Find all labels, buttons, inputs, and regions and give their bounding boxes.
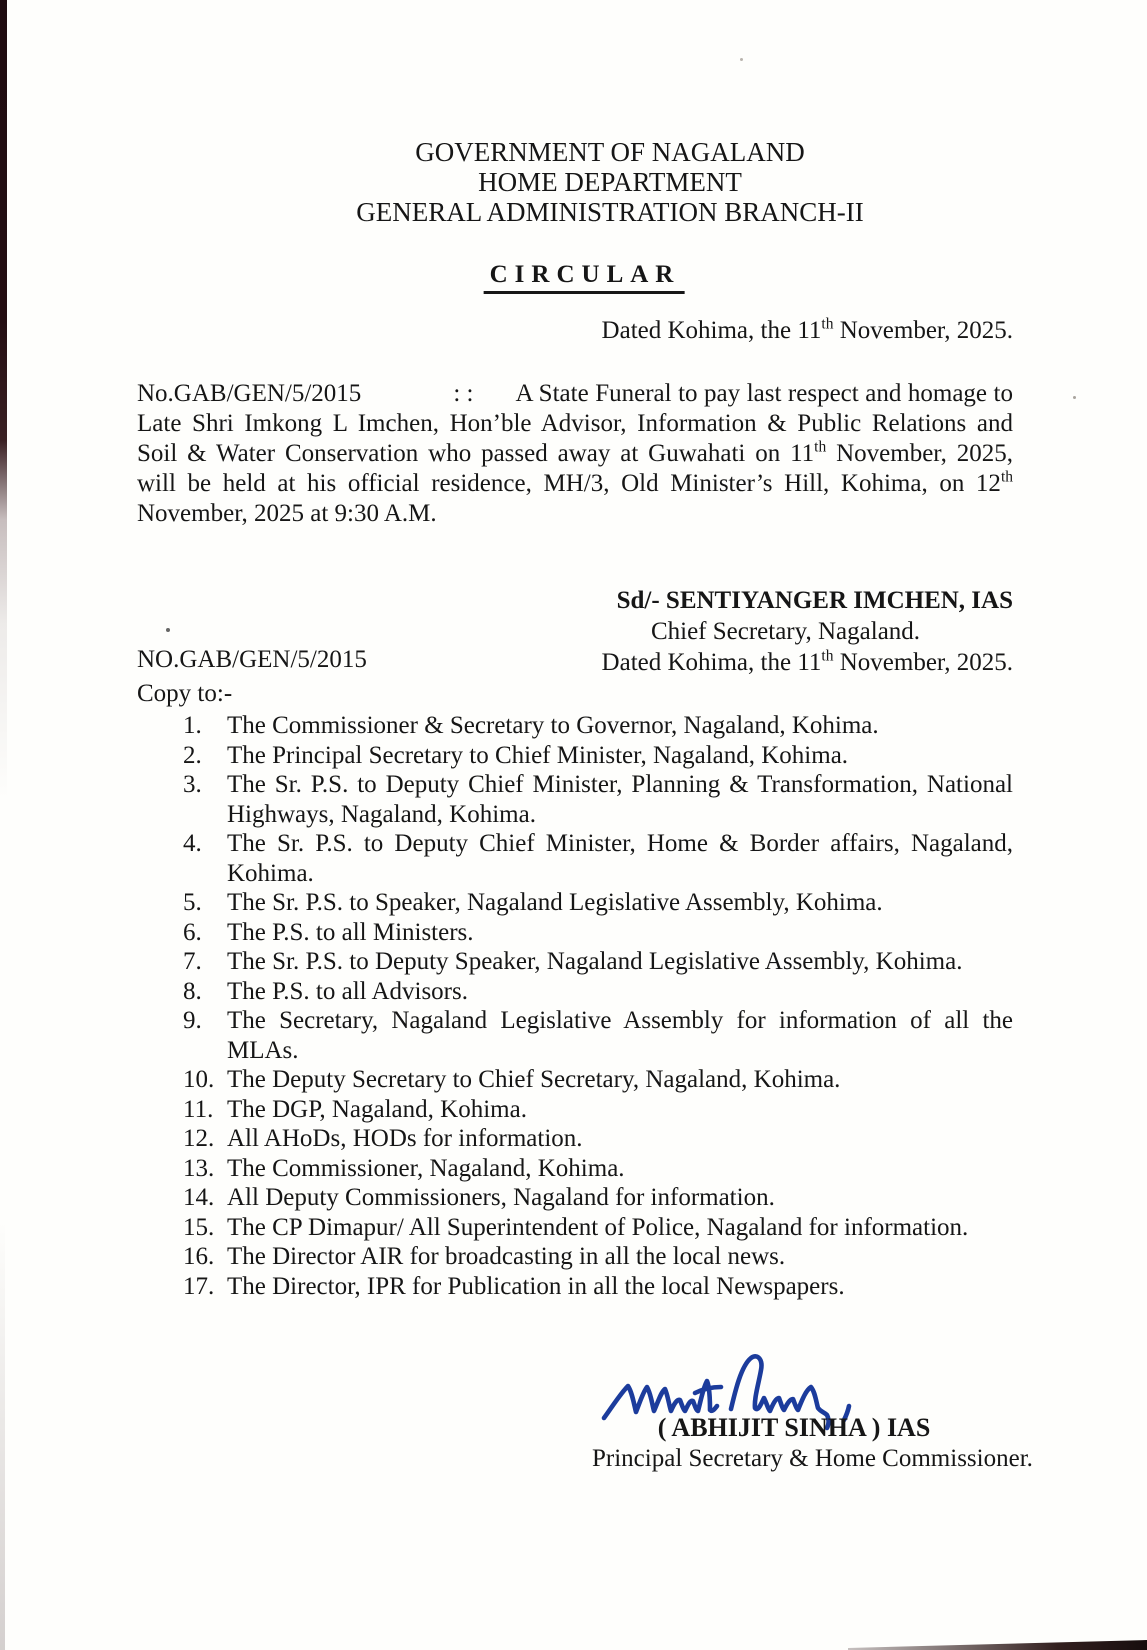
copy-list-row [183,1242,1013,1272]
copy-list-row [183,1154,1013,1184]
copy-list-text: All AHoDs, HODs for information. [227,1125,583,1152]
date-ordinal-superscript: th [821,647,834,665]
copy-list-row [183,741,1013,771]
letterhead-line-government: GOVERNMENT OF NAGALAND [415,137,805,167]
copy-list-row [183,888,1013,918]
copy-list-number: 16. [183,1243,215,1270]
letterhead-line-department: HOME DEPARTMENT [478,167,742,197]
date-line-top [602,317,1013,345]
copy-list-text: The Sr. P.S. to Speaker, Nagaland Legislative Assembly, Kohima. [227,889,883,916]
body-paragraph [137,379,1013,529]
copy-list-text: The DGP, Nagaland, Kohima. [227,1095,527,1123]
copy-list-text: Highways, Nagaland, Kohima. [227,800,536,828]
body-line-4 [137,469,1013,499]
copy-list-number [183,1036,227,1066]
copy-list-text: The Director, IPR for Publication in all the local Newspapers. [227,1272,845,1300]
copy-list-text: All Deputy Commissioners, Nagaland for information. [227,1184,775,1211]
scan-edge-bottom-right [848,1640,1147,1650]
copy-list-row [183,711,1013,741]
copy-list-row [183,947,1013,977]
copy-list-text: The Principal Secretary to Chief Minister, Nagaland, Kohima. [227,741,849,769]
copy-list-text: The Deputy Secretary to Chief Secretary, Nagaland, Kohima. [227,1066,841,1093]
copy-list-text: The Director AIR for broadcasting in all the local news. [227,1243,786,1270]
reference-number: No.GAB/GEN/5/2015 [137,380,362,407]
copy-list-number: 15. [183,1213,215,1241]
signature-block [592,1412,1033,1474]
copy-list-number: 17. [183,1272,215,1300]
copy-list-number [183,800,227,830]
copy-list-number: 8. [183,977,202,1005]
copy-list-row [183,770,1013,800]
date-ordinal-superscript: th [821,315,834,333]
date-text: November, 2025. [833,317,1013,344]
body-text: will be held at his official residence, MH/3, Old Minister’s Hill, Kohima, on 12 [137,470,1001,497]
ordinal-superscript: th [1000,468,1013,486]
scan-speck [1073,396,1076,399]
signatory-name: ( ABHIJIT SINHA ) IAS [657,1413,931,1442]
copy-list-number: 11. [183,1095,214,1123]
reference-separator: : : [453,380,474,407]
copy-list-number: 14. [183,1184,215,1211]
sd-signatory-name: Sd/- SENTIYANGER IMCHEN, IAS [616,587,1013,614]
sd-signatory-designation: Chief Secretary, Nagaland. [650,618,921,645]
body-text: Soil & Water Conservation who passed away at Guwahati on 11 [137,440,815,467]
copy-list-number: 9. [183,1007,202,1034]
copy-list-row [183,977,1013,1007]
copy-list-number: 6. [183,918,202,946]
copy-list-row [183,1036,1013,1066]
scan-edge-left [0,0,7,800]
copy-list-text: The Commissioner & Secretary to Governor, Nagaland, Kohima. [227,712,879,739]
copy-list-text: The Sr. P.S. to Deputy Chief Minister, Planning & Transformation, National [227,771,1013,798]
copy-list-row [183,859,1013,889]
copy-to-label: Copy to:- [137,680,233,707]
copy-list-number: 10. [183,1066,215,1093]
date-text: Dated Kohima, the 11 [601,649,822,676]
signed-by-block [558,585,1013,678]
signatory-designation: Principal Secretary & Home Commissioner. [592,1445,1033,1472]
copy-list-text: MLAs. [227,1036,299,1064]
date-text: Dated Kohima, the 11 [601,317,822,344]
copy-list-row [183,1006,1013,1036]
date-line-signed [558,647,1013,678]
scan-speck [166,628,170,632]
copy-list-row [183,918,1013,948]
copy-list-row [183,800,1013,830]
copy-list-number: 3. [183,771,202,798]
copy-list-text: The CP Dimapur/ All Superintendent of Police, Nagaland for information. [227,1213,969,1241]
copy-list-text: The P.S. to all Ministers. [227,918,474,946]
copy-list-text: The Commissioner, Nagaland, Kohima. [227,1154,625,1182]
body-line-1-text: A State Funeral to pay last respect and homage to [515,380,1013,407]
copy-list-number [183,859,227,889]
copy-list-number: 12. [183,1125,215,1152]
body-line-1 [137,379,1013,409]
document-title: CIRCULAR [484,261,685,294]
scan-speck [740,58,743,61]
body-line-2: Late Shri Imkong L Imchen, Hon’ble Advisor, Information & Public Relations and [137,410,1013,437]
copy-list-text: The Sr. P.S. to Deputy Chief Minister, Home & Border affairs, Nagaland, [227,830,1013,857]
copy-list-number: 2. [183,741,202,769]
copy-list-row [183,1095,1013,1125]
copy-list-text: The Sr. P.S. to Deputy Speaker, Nagaland Legislative Assembly, Kohima. [227,948,963,975]
copy-list-row [183,1124,1013,1154]
copy-list-row [183,1183,1013,1213]
copy-list-number: 1. [183,712,202,739]
copy-list-row [183,1065,1013,1095]
copy-list-row [183,1213,1013,1243]
body-text: November, 2025, [826,440,1013,467]
copy-list-text: The P.S. to all Advisors. [227,977,468,1005]
copy-list-number: 13. [183,1154,215,1182]
copy-list-number: 7. [183,948,202,975]
date-text: November, 2025. [833,649,1013,676]
copy-list-text: Kohima. [227,859,314,887]
copy-list-row [183,829,1013,859]
letterhead-line-branch: GENERAL ADMINISTRATION BRANCH-II [356,197,864,227]
reference-number-repeat: NO.GAB/GEN/5/2015 [137,646,367,673]
ordinal-superscript: th [814,438,827,456]
body-line-5: November, 2025 at 9:30 A.M. [137,500,437,527]
copy-list-text: The Secretary, Nagaland Legislative Assembly for information of all the [227,1007,1013,1034]
body-line-3 [137,439,1013,469]
copy-list-number: 5. [183,889,202,916]
scan-edge-left-lower [0,1220,5,1650]
copy-list-number: 4. [183,830,202,857]
letterhead [356,137,863,227]
copy-list-row [183,1272,1013,1302]
copy-distribution-list [183,711,1013,1301]
